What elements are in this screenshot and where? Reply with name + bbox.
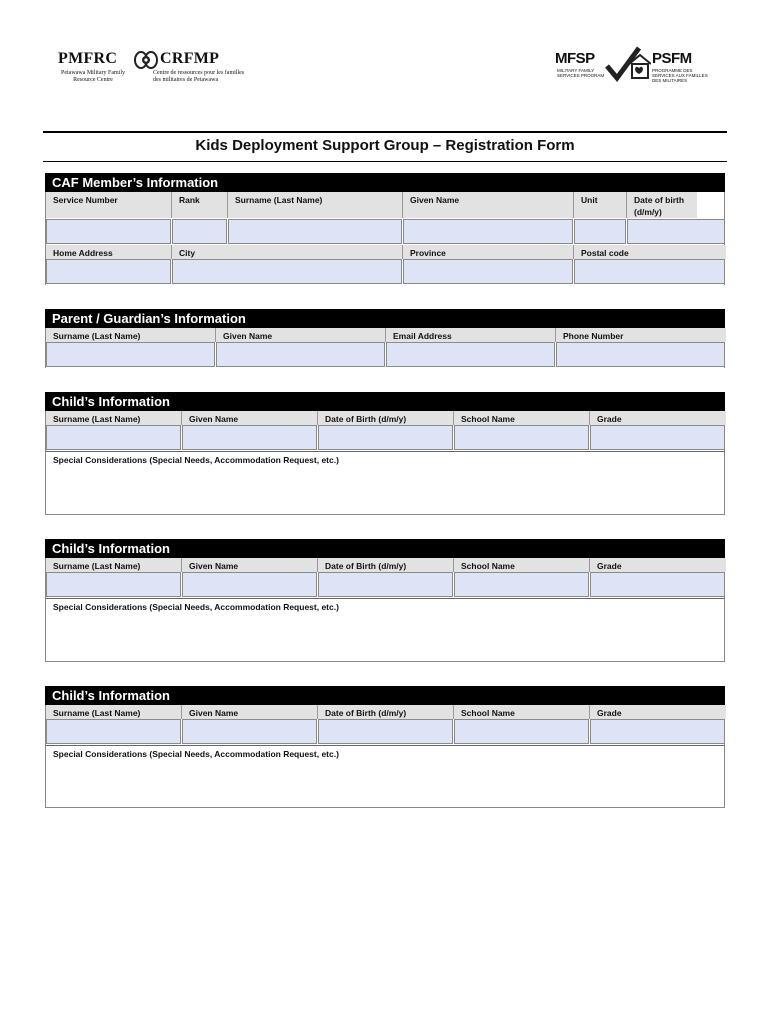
child-heading-2: Child’s Information: [45, 539, 725, 558]
special-considerations-field[interactable]: [45, 598, 725, 662]
child-section-2: [45, 539, 725, 662]
mfsp-logo-sub-en: MILITARY FAMILY SERVICES PROGRAM: [557, 68, 605, 78]
label-child-surname: Surname (Last Name): [46, 411, 182, 425]
child-section-3: [45, 686, 725, 808]
special-considerations-field[interactable]: [45, 451, 725, 515]
child-surname-input[interactable]: [46, 425, 181, 450]
child-given-name-input[interactable]: [182, 719, 317, 744]
mfsp-logo-name-fr: PSFM: [652, 50, 692, 67]
pmfrc-logo-name-fr: CRFMP: [160, 50, 220, 67]
label-parent-given-name: Given Name: [216, 328, 386, 342]
pmfrc-logo: [58, 50, 258, 90]
child-inputs-2: [45, 571, 725, 598]
given-name-input[interactable]: [403, 219, 573, 244]
mfsp-logo-name-en: MFSP: [555, 50, 595, 67]
label-given-name: Given Name: [403, 192, 574, 218]
label-postal-code: Postal code: [574, 245, 726, 259]
phone-number-input[interactable]: [556, 342, 725, 367]
label-child-given-name: Given Name: [182, 705, 318, 719]
parent-guardian-heading: Parent / Guardian’s Information: [45, 309, 725, 328]
label-school-name: School Name: [454, 411, 590, 425]
parent-inputs: [45, 341, 725, 368]
surname-input[interactable]: [228, 219, 402, 244]
province-input[interactable]: [403, 259, 573, 284]
label-grade: Grade: [590, 411, 726, 425]
rank-input[interactable]: [172, 219, 227, 244]
caf-row2-labels: [45, 245, 725, 258]
mfsp-logo-sub-fr: PROGRAMME DES SERVICES AUX FAMILLES DES MILITAIRES: [652, 68, 708, 83]
special-considerations-label: Special Considerations (Special Needs, Accommodation Request, etc.): [53, 749, 339, 759]
caf-row1-labels: [45, 192, 725, 218]
grade-input[interactable]: [590, 719, 725, 744]
parent-surname-input[interactable]: [46, 342, 215, 367]
email-address-input[interactable]: [386, 342, 555, 367]
child-date-of-birth-input[interactable]: [318, 719, 453, 744]
grade-input[interactable]: [590, 572, 725, 597]
label-school-name: School Name: [454, 558, 590, 572]
label-phone-number: Phone Number: [556, 328, 726, 342]
caf-member-heading: CAF Member’s Information: [45, 173, 725, 192]
special-considerations-label: Special Considerations (Special Needs, Accommodation Request, etc.): [53, 602, 339, 612]
postal-code-input[interactable]: [574, 259, 725, 284]
child-date-of-birth-input[interactable]: [318, 572, 453, 597]
form-title: Kids Deployment Support Group – Registration Form: [195, 137, 575, 154]
label-grade: Grade: [590, 705, 726, 719]
city-input[interactable]: [172, 259, 402, 284]
label-child-surname: Surname (Last Name): [46, 705, 182, 719]
child-surname-input[interactable]: [46, 572, 181, 597]
label-parent-surname: Surname (Last Name): [46, 328, 216, 342]
title-top-rule: [43, 131, 727, 133]
child-surname-input[interactable]: [46, 719, 181, 744]
label-home-address: Home Address: [46, 245, 172, 259]
label-child-date-of-birth: Date of Birth (d/m/y): [318, 558, 454, 572]
label-child-given-name: Given Name: [182, 558, 318, 572]
child-heading-3: Child’s Information: [45, 686, 725, 705]
child-labels-3: [45, 705, 725, 718]
label-grade: Grade: [590, 558, 726, 572]
grade-input[interactable]: [590, 425, 725, 450]
label-child-date-of-birth: Date of Birth (d/m/y): [318, 705, 454, 719]
special-considerations-label: Special Considerations (Special Needs, Accommodation Request, etc.): [53, 455, 339, 465]
special-considerations-field[interactable]: [45, 745, 725, 808]
pmfrc-logo-sub-fr: Centre de ressources pour les familles des militaires de Petawawa: [153, 70, 245, 83]
label-unit: Unit: [574, 192, 627, 218]
house-check-icon: [603, 44, 651, 84]
school-name-input[interactable]: [454, 719, 589, 744]
label-date-of-birth: Date of birth (d/m/y): [627, 192, 697, 218]
parent-guardian-section: [45, 309, 725, 368]
label-province: Province: [403, 245, 574, 259]
child-labels-2: [45, 558, 725, 571]
child-section-1: [45, 392, 725, 515]
caf-row1-inputs: [45, 218, 725, 245]
caf-row2-inputs: [45, 258, 725, 285]
caf-member-section: [45, 173, 725, 285]
label-rank: Rank: [172, 192, 228, 218]
date-of-birth-input[interactable]: [627, 219, 725, 244]
pmfrc-logo-name-en: PMFRC: [58, 50, 118, 67]
parent-labels: [45, 328, 725, 341]
emblem-icon: [134, 50, 158, 72]
school-name-input[interactable]: [454, 425, 589, 450]
mfsp-logo: [555, 44, 715, 88]
label-child-surname: Surname (Last Name): [46, 558, 182, 572]
label-email-address: Email Address: [386, 328, 556, 342]
child-given-name-input[interactable]: [182, 425, 317, 450]
child-labels-1: [45, 411, 725, 424]
child-inputs-1: [45, 424, 725, 451]
child-inputs-3: [45, 718, 725, 745]
label-child-given-name: Given Name: [182, 411, 318, 425]
label-service-number: Service Number: [46, 192, 172, 218]
unit-input[interactable]: [574, 219, 626, 244]
service-number-input[interactable]: [46, 219, 171, 244]
child-date-of-birth-input[interactable]: [318, 425, 453, 450]
child-given-name-input[interactable]: [182, 572, 317, 597]
label-child-date-of-birth: Date of Birth (d/m/y): [318, 411, 454, 425]
parent-given-name-input[interactable]: [216, 342, 385, 367]
label-school-name: School Name: [454, 705, 590, 719]
school-name-input[interactable]: [454, 572, 589, 597]
title-bottom-rule: [43, 161, 727, 162]
label-surname: Surname (Last Name): [228, 192, 403, 218]
label-city: City: [172, 245, 403, 259]
home-address-input[interactable]: [46, 259, 171, 284]
child-heading-1: Child’s Information: [45, 392, 725, 411]
pmfrc-logo-sub-en: Petawawa Military Family Resource Centre: [61, 70, 125, 83]
